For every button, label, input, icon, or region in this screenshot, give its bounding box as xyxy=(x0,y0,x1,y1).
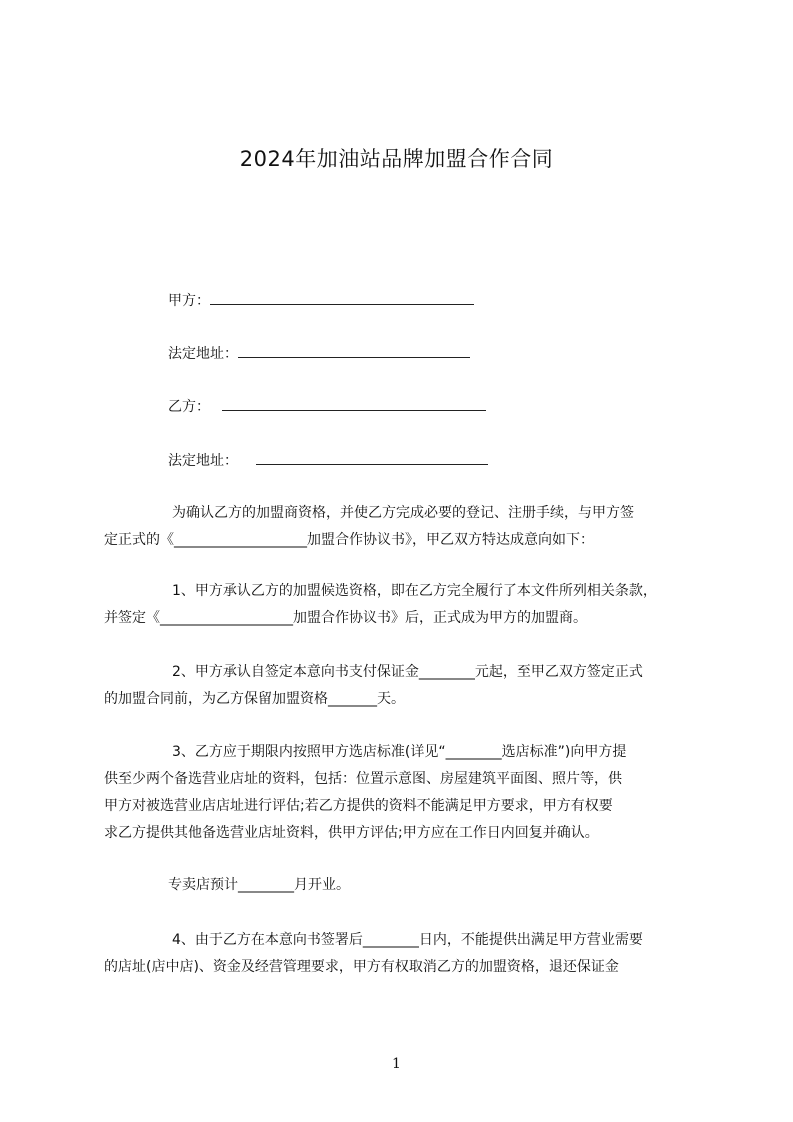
text-line: 甲方对被选营业店店址进行评估;若乙方提供的资料不能满足甲方要求，甲方有权要 xyxy=(104,798,613,814)
text-line: 供至少两个备选营业店址的资料，包括：位置示意图、房屋建筑平面图、照片等，供 xyxy=(104,771,622,787)
party-a-label: 甲方： xyxy=(168,293,210,309)
clause-2 xyxy=(104,659,716,713)
text-line: 的店址(店中店)、资金及经营管理要求，甲方有权取消乙方的加盟资格，退还保证金 xyxy=(104,959,619,975)
document-title: 2024年加油站品牌加盟合作合同 xyxy=(239,147,554,171)
intro-paragraph xyxy=(104,500,716,554)
party-b-address-row xyxy=(168,450,488,472)
party-a-row xyxy=(168,290,474,312)
party-a-address-label: 法定地址： xyxy=(168,346,238,362)
text-line: 3、乙方应于期限内按照甲方选店标准(详见“________选店标准”)向甲方提 xyxy=(172,744,627,760)
clause-4 xyxy=(104,927,716,981)
text-line: 1、甲方承认乙方的加盟候选资格，即在乙方完全履行了本文件所列相关条款， xyxy=(172,583,657,599)
page-number: 1 xyxy=(392,1056,401,1072)
party-b-address-blank xyxy=(256,450,488,465)
clause-1 xyxy=(104,578,716,632)
party-b-row xyxy=(168,396,486,418)
text-line: 4、由于乙方在本意向书签署后________日内，不能提供出满足甲方营业需要 xyxy=(172,932,643,948)
text-line: 定正式的《___________________加盟合作协议书》，甲乙双方特达成意向如下： xyxy=(104,532,594,548)
text-line: 的加盟合同前，为乙方保留加盟资格_______天。 xyxy=(104,691,405,707)
party-a-address-row xyxy=(168,343,470,365)
party-a-address-blank xyxy=(238,343,470,358)
text-line: 2、甲方承认自签定本意向书支付保证金________元起，至甲乙双方签定正式 xyxy=(172,664,643,680)
party-b-blank xyxy=(222,396,486,411)
text-line: 求乙方提供其他备选营业店址资料，供甲方评估;甲方应在工作日内回复并确认。 xyxy=(104,825,599,841)
party-b-address-label: 法定地址： xyxy=(168,453,238,469)
text-line: 专卖店预计________月开业。 xyxy=(168,877,350,893)
text-line: 并签定《___________________加盟合作协议书》后，正式成为甲方的加盟商。 xyxy=(104,610,587,626)
clause-3 xyxy=(104,739,716,847)
store-opening-line xyxy=(104,872,716,899)
text-line: 为确认乙方的加盟商资格，并使乙方完成必要的登记、注册手续，与甲方签 xyxy=(172,505,634,521)
party-a-blank xyxy=(210,290,474,305)
party-b-label: 乙方： xyxy=(168,399,210,415)
